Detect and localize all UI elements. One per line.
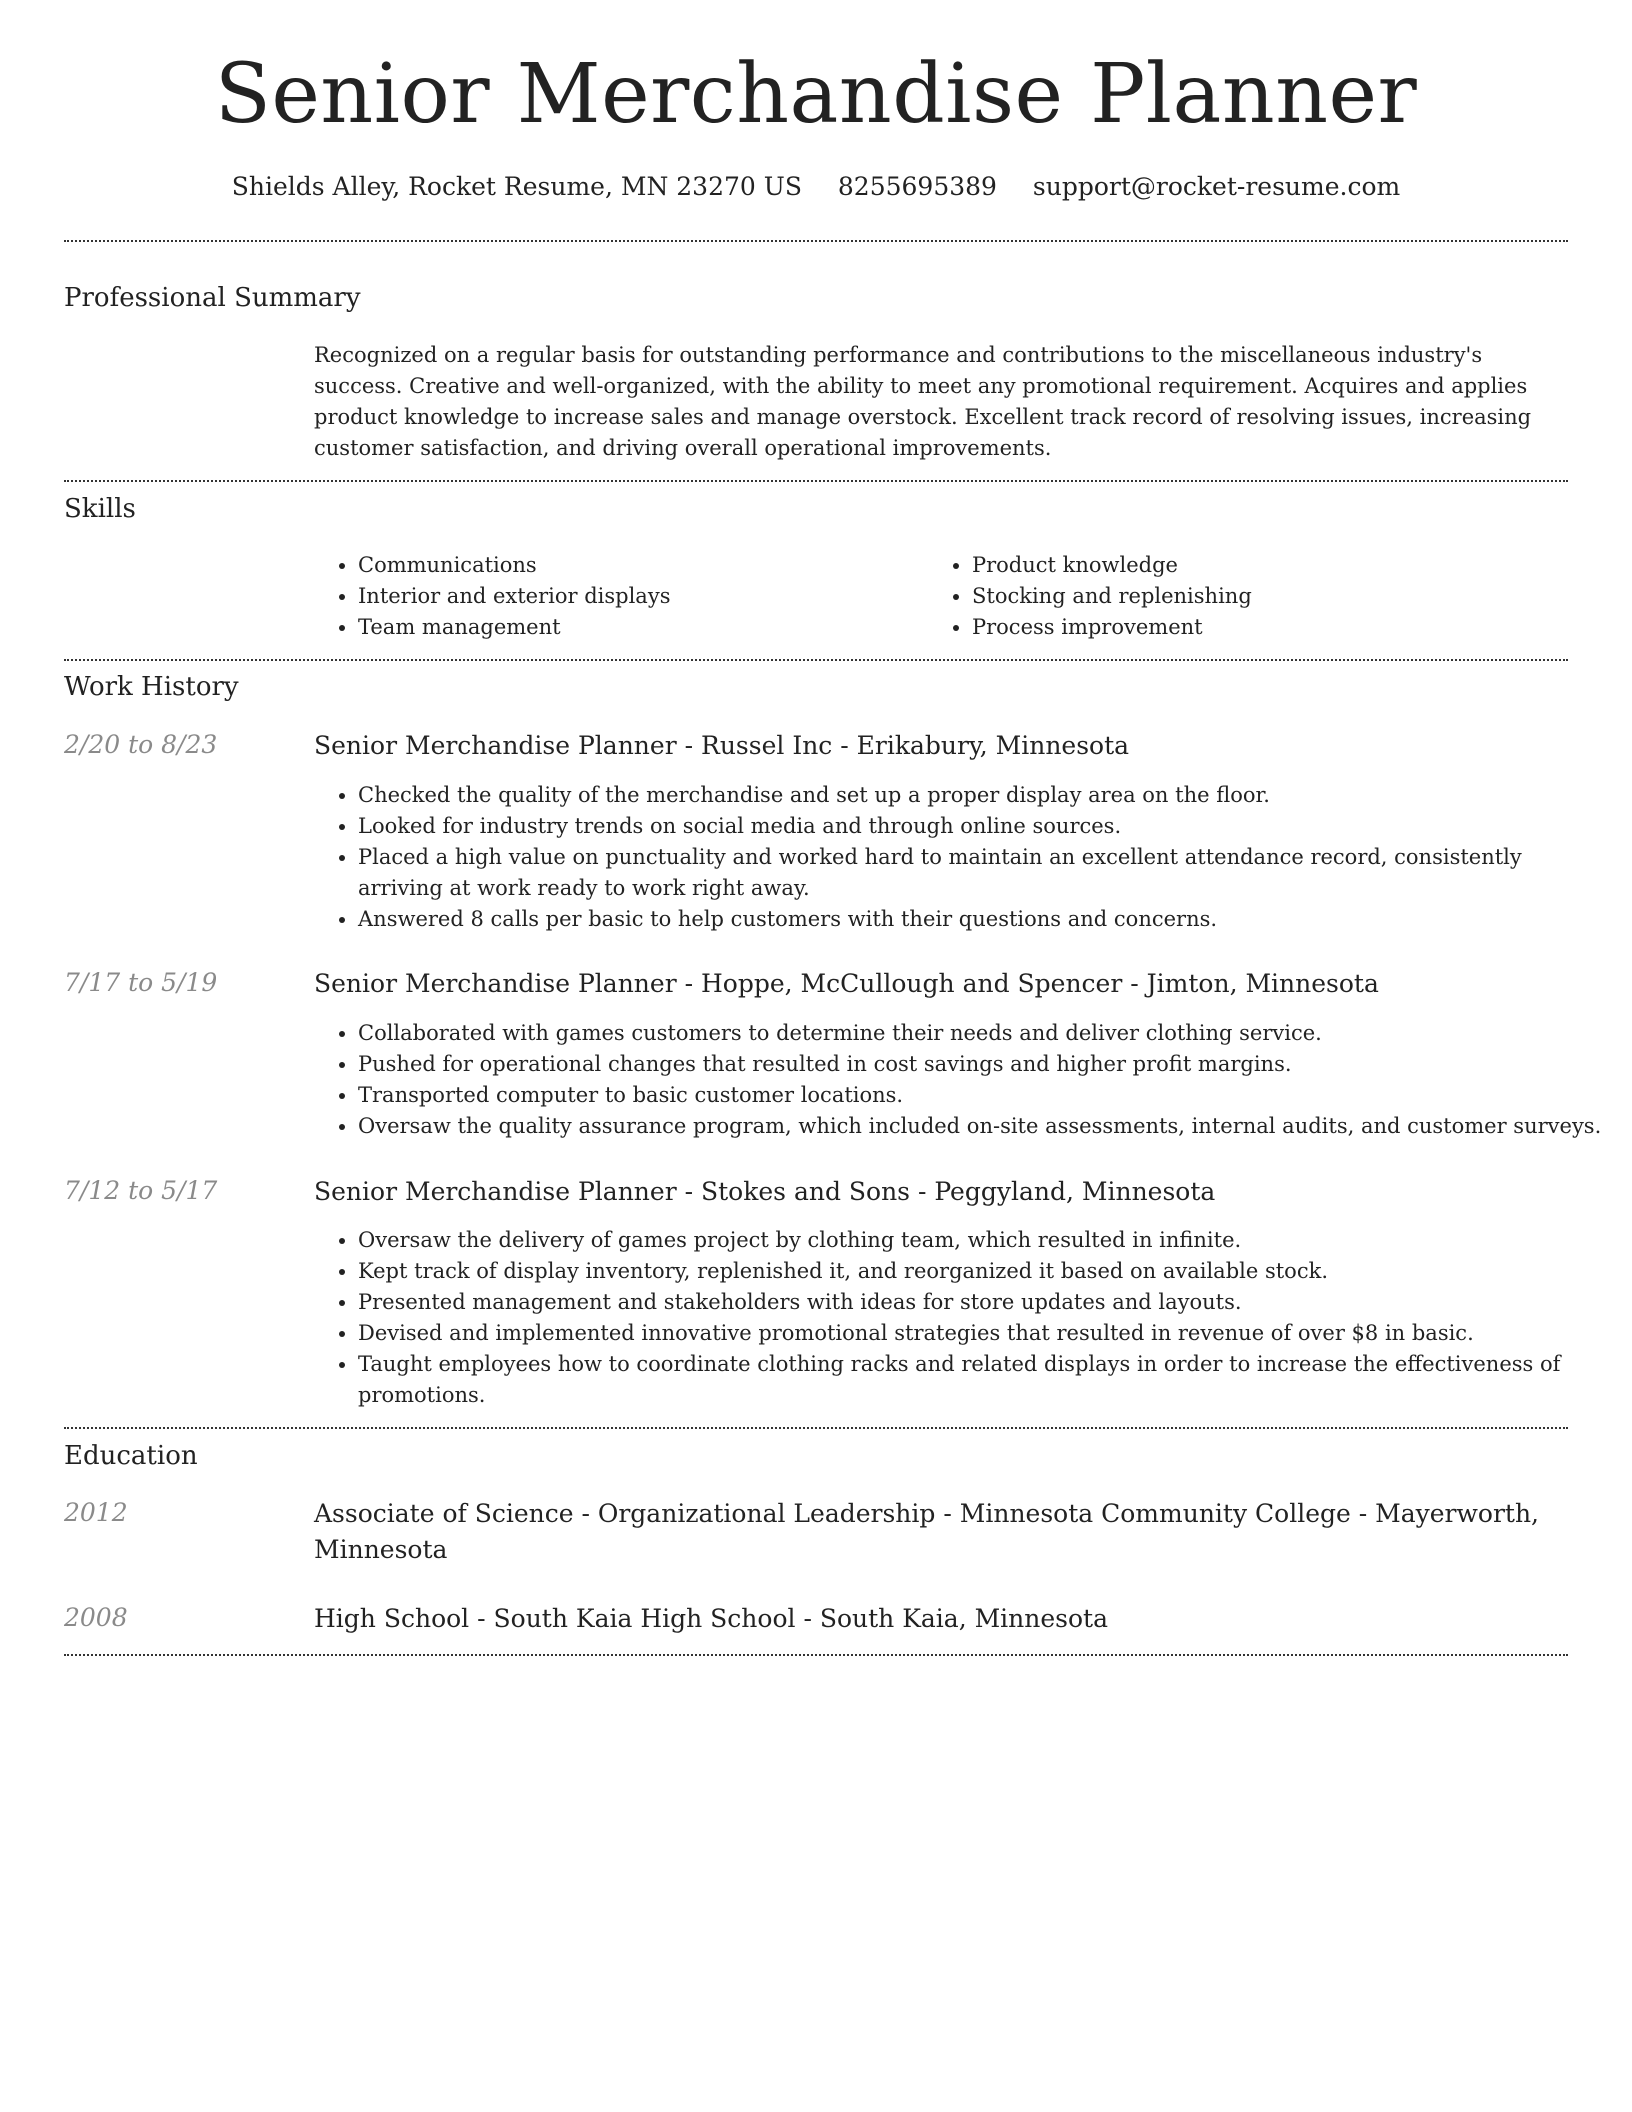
- contact-email: support@rocket-resume.com: [1032, 172, 1401, 201]
- divider: [64, 1654, 1568, 1656]
- job-bullet: • Devised and implemented innovative promotional strategies that resulted in revenue of over $8 in basic.: [358, 1318, 1568, 1349]
- divider: [64, 480, 1568, 482]
- section-heading-skills: Skills: [64, 494, 136, 524]
- skill-item: • Interior and exterior displays: [358, 581, 918, 612]
- skill-item: • Stocking and replenishing: [972, 581, 1572, 612]
- job-title: Senior Merchandise Planner - Hoppe, McCullough and Spencer - Jimton, Minnesota: [314, 969, 1379, 998]
- job-bullet: • Placed a high value on punctuality and worked hard to maintain an excellent attendance record, consistently arriving at work ready to work right away.: [358, 842, 1568, 904]
- job-dates: 7/17 to 5/19: [64, 968, 218, 997]
- divider: [64, 240, 1568, 242]
- divider: [64, 659, 1568, 661]
- section-heading-work-history: Work History: [64, 672, 239, 702]
- job-bullet: • Collaborated with games customers to determine their needs and deliver clothing service.: [358, 1018, 1612, 1049]
- job-bullet: • Kept track of display inventory, replenished it, and reorganized it based on available stock.: [358, 1256, 1568, 1287]
- job-bullet: • Transported computer to basic customer locations.: [358, 1080, 1612, 1111]
- contact-phone: 8255695389: [837, 172, 997, 201]
- job-bullet: • Checked the quality of the merchandise and set up a proper display area on the floor.: [358, 780, 1568, 811]
- divider: [64, 1427, 1568, 1429]
- job-bullet: • Answered 8 calls per basic to help customers with their questions and concerns.: [358, 904, 1568, 935]
- section-heading-summary: Professional Summary: [64, 283, 361, 313]
- contact-line: [64, 172, 1568, 201]
- job-bullet: • Pushed for operational changes that resulted in cost savings and higher profit margins.: [358, 1049, 1612, 1080]
- job-bullets: [314, 1018, 1612, 1142]
- job-title: Senior Merchandise Planner - Stokes and Sons - Peggyland, Minnesota: [314, 1177, 1216, 1206]
- job-bullet: • Oversaw the delivery of games project by clothing team, which resulted in infinite.: [358, 1225, 1568, 1256]
- job-dates: 2/20 to 8/23: [64, 730, 218, 759]
- skill-item: • Process improvement: [972, 612, 1572, 643]
- job-bullets: [314, 1225, 1568, 1411]
- job-title: Senior Merchandise Planner - Russel Inc - Erikabury, Minnesota: [314, 731, 1130, 760]
- skills-list-right: [928, 550, 1572, 643]
- job-dates: 7/12 to 5/17: [64, 1176, 218, 1205]
- job-bullet: • Oversaw the quality assurance program, which included on-site assessments, internal audits, and customer surveys.: [358, 1111, 1612, 1142]
- resume-title: Senior Merchandise Planner: [214, 47, 1418, 142]
- skills-list-left: [314, 550, 918, 643]
- education-year: 2008: [64, 1603, 128, 1632]
- education-year: 2012: [64, 1498, 128, 1527]
- skill-item: • Team management: [358, 612, 918, 643]
- skill-item: • Communications: [358, 550, 918, 581]
- job-bullets: [314, 780, 1568, 935]
- job-bullet: • Looked for industry trends on social media and through online sources.: [358, 811, 1568, 842]
- job-bullet: • Presented management and stakeholders with ideas for store updates and layouts.: [358, 1287, 1568, 1318]
- education-entry: High School - South Kaia High School - South Kaia, Minnesota: [314, 1604, 1109, 1633]
- education-entry: Associate of Science - Organizational Leadership - Minnesota Community College - Mayerworth, Minnesota: [314, 1499, 1539, 1564]
- summary-text: Recognized on a regular basis for outstanding performance and contributions to the miscellaneous industry's success. Creative and well-organized, with the ability to meet any promotional requirement. Acquires and applies product knowledge to increase sales and manage overstock. Excellent track record of resolving issues, increasing customer satisfaction, and driving overall operational improvements.: [314, 343, 1532, 460]
- section-heading-education: Education: [64, 1441, 198, 1471]
- contact-address: Shields Alley, Rocket Resume, MN 23270 US: [231, 172, 802, 201]
- job-bullet: • Taught employees how to coordinate clothing racks and related displays in order to increase the effectiveness of promotions.: [358, 1349, 1568, 1411]
- skill-item: • Product knowledge: [972, 550, 1572, 581]
